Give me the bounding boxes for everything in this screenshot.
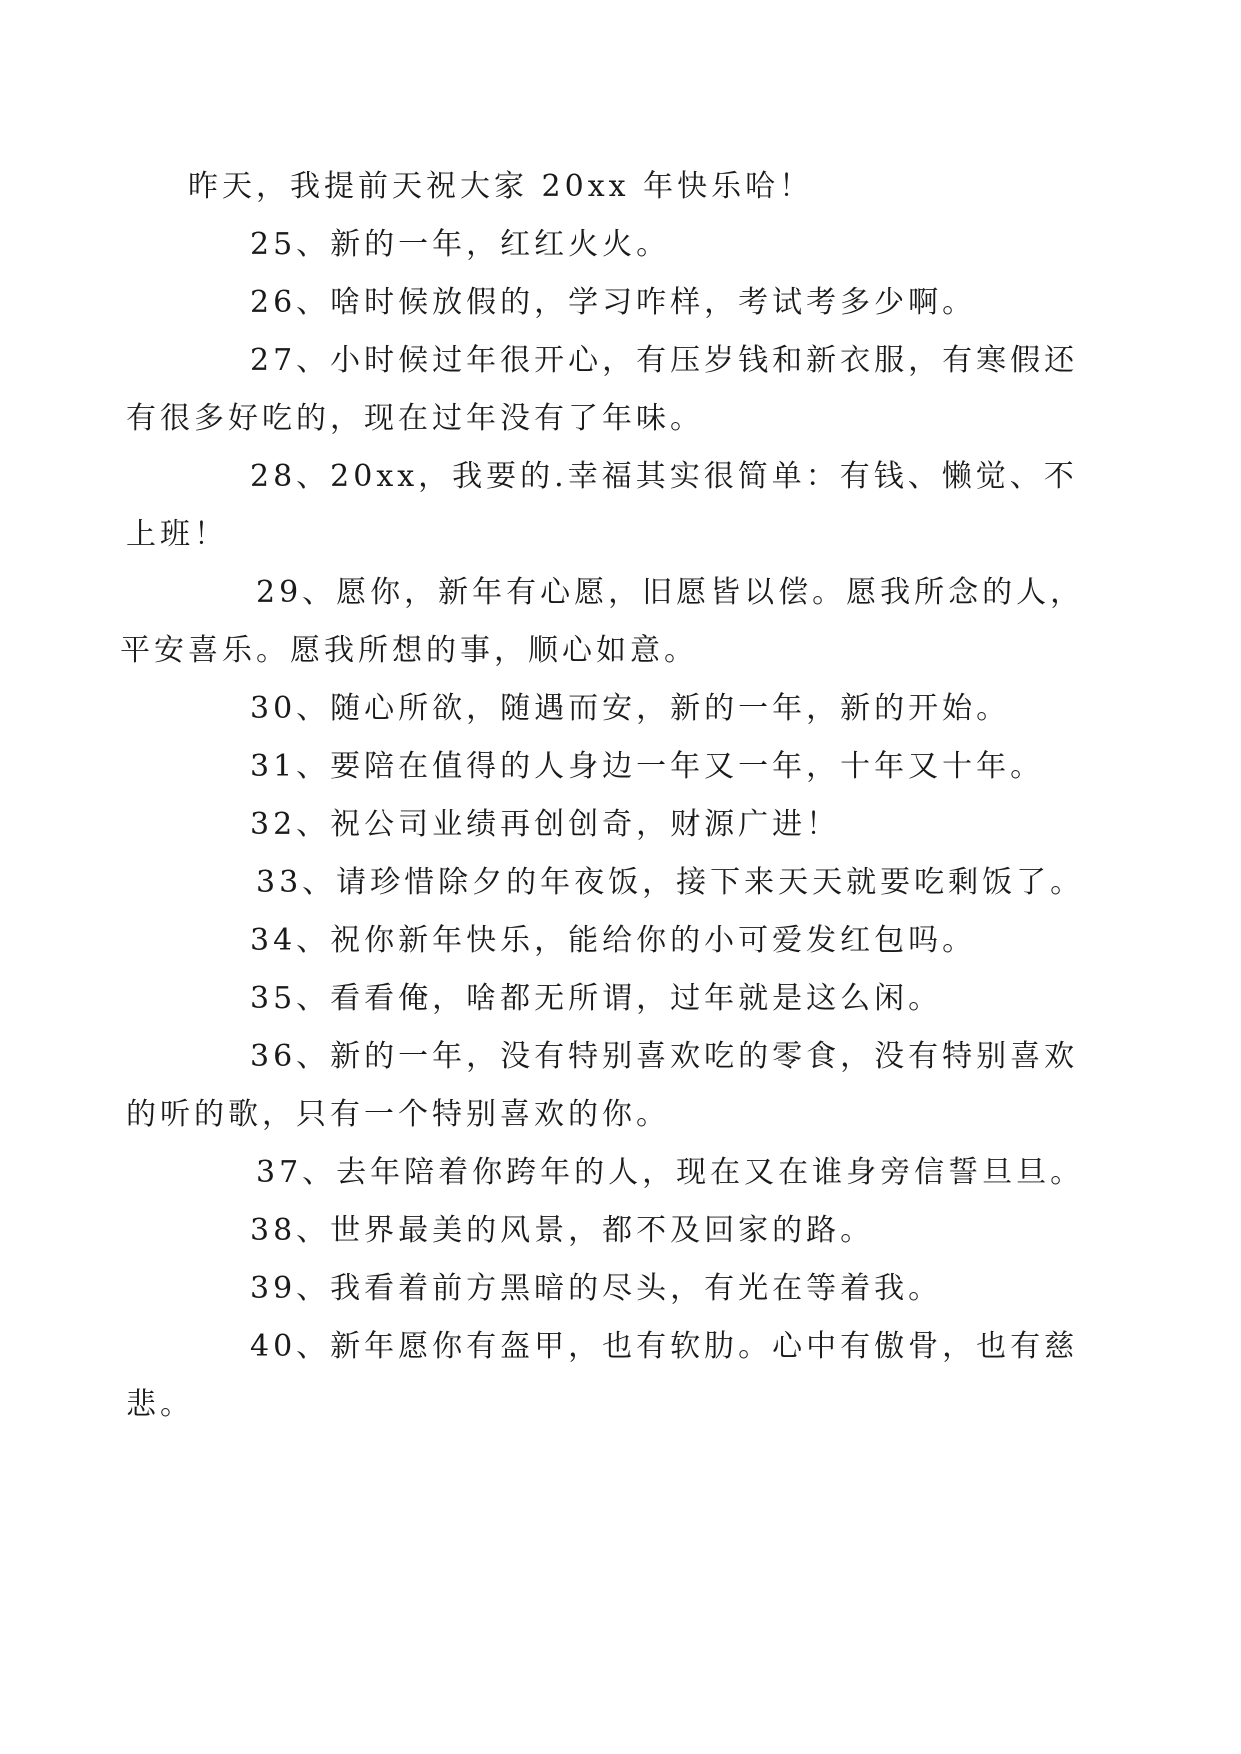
paragraph-29	[120, 564, 1085, 680]
paragraph-34	[188, 912, 1058, 970]
text-line: 39、我看着前方黑暗的尽头，有光在等着我。	[250, 1271, 943, 1306]
text-line: 昨天，我提前天祝大家 20xx 年快乐哈！	[188, 169, 814, 204]
text-line: 40、新年愿你有盔甲，也有软肋。心中有傲骨，也有慈	[250, 1329, 1079, 1364]
text-line: 有很多好吃的，现在过年没有了年味。	[126, 401, 704, 436]
text-line: 平安喜乐。愿我所想的事，顺心如意。	[120, 633, 698, 668]
text-line: 34、祝你新年快乐，能给你的小可爱发红包吗。	[250, 923, 977, 958]
paragraph-32	[188, 796, 1058, 854]
paragraph-25	[188, 216, 1058, 274]
text-line: 30、随心所欲，随遇而安，新的一年，新的开始。	[250, 691, 1011, 726]
paragraph-33	[188, 854, 1085, 912]
text-line: 25、新的一年，红红火火。	[250, 227, 671, 262]
text-line: 的听的歌，只有一个特别喜欢的你。	[126, 1097, 670, 1132]
text-line: 37、去年陪着你跨年的人，现在又在谁身旁信誓旦旦。	[256, 1155, 1085, 1190]
paragraph-40	[126, 1318, 1079, 1434]
paragraph-30	[188, 680, 1058, 738]
text-line: 38、世界最美的风景，都不及回家的路。	[250, 1213, 875, 1248]
paragraph-35	[188, 970, 1058, 1028]
text-line: 27、小时候过年很开心，有压岁钱和新衣服，有寒假还	[250, 343, 1079, 378]
text-line: 35、看看俺，啥都无所谓，过年就是这么闲。	[250, 981, 943, 1016]
text-line: 32、祝公司业绩再创创奇，财源广进！	[250, 807, 841, 842]
paragraph-37	[188, 1144, 1085, 1202]
paragraph-intro	[188, 158, 1058, 216]
text-line: 上班！	[126, 517, 228, 552]
text-line: 28、20xx，我要的.幸福其实很简单：有钱、懒觉、不	[250, 459, 1078, 494]
paragraph-31	[188, 738, 1058, 796]
text-line: 悲。	[126, 1387, 194, 1422]
text-line: 26、啥时候放假的，学习咋样，考试考多少啊。	[250, 285, 977, 320]
paragraph-27	[126, 332, 1079, 448]
paragraph-28	[126, 448, 1078, 564]
paragraph-36	[126, 1028, 1079, 1144]
paragraph-26	[188, 274, 1058, 332]
document-body	[120, 158, 1085, 1434]
text-line: 36、新的一年，没有特别喜欢吃的零食，没有特别喜欢	[250, 1039, 1079, 1074]
paragraph-38	[188, 1202, 1058, 1260]
text-line: 31、要陪在值得的人身边一年又一年，十年又十年。	[250, 749, 1045, 784]
text-line: 33、请珍惜除夕的年夜饭，接下来天天就要吃剩饭了。	[256, 865, 1085, 900]
text-line: 29、愿你，新年有心愿，旧愿皆以偿。愿我所念的人，	[256, 575, 1085, 610]
paragraph-39	[188, 1260, 1058, 1318]
